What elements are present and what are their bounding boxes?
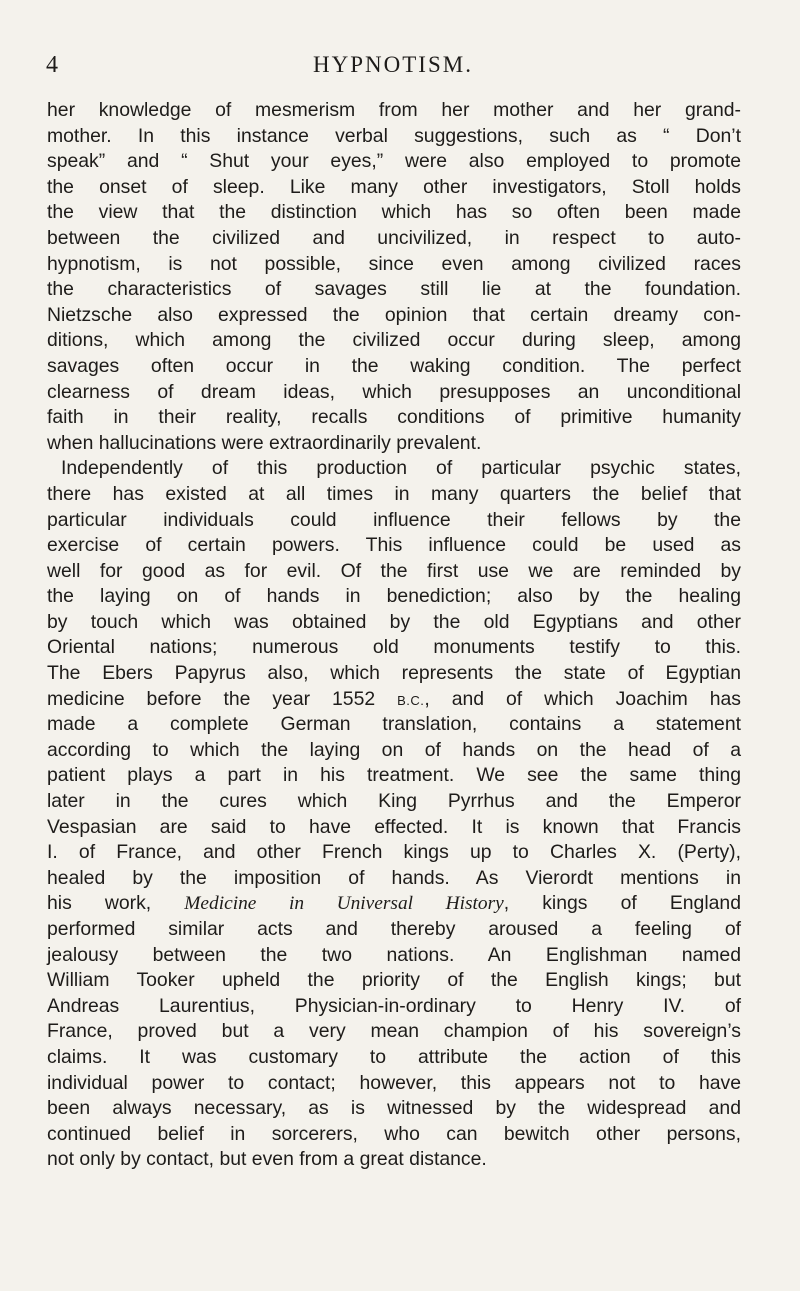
- text-line: healed by the imposition of hands. As Vierordt mentions in: [47, 866, 741, 889]
- text-line: mother. In this instance verbal suggestions, such as “ Don’t: [47, 124, 741, 147]
- text-segment: , kings of England: [503, 892, 741, 915]
- text-line: made a complete German translation, contains a statement: [47, 713, 741, 736]
- text-line-with-title: [47, 891, 741, 917]
- text-line: the laying on of hands in benediction; also by the healing: [47, 585, 741, 608]
- text-line: Vespasian are said to have effected. It is known that Francis: [47, 815, 741, 838]
- text-line: patient plays a part in his treatment. We see the same thing: [47, 764, 741, 787]
- text-line: hypnotism, is not possible, since even among civilized races: [47, 252, 741, 275]
- text-line: Oriental nations; numerous old monuments testify to this.: [47, 636, 741, 659]
- text-line: her knowledge of mesmerism from her mother and her grand-: [47, 99, 741, 121]
- text-line: speak” and “ Shut your eyes,” were also employed to promote: [47, 150, 741, 173]
- text-line: Nietzsche also expressed the opinion that certain dreamy con-: [47, 303, 741, 326]
- book-title: Medicine in Universal History: [184, 893, 504, 915]
- text-line: France, proved but a very mean champion of his sovereign’s: [47, 1020, 741, 1043]
- text-line: performed similar acts and thereby aroused a feeling of: [47, 918, 741, 940]
- page-header: [46, 48, 740, 82]
- text-line: ditions, which among the civilized occur during sleep, among: [47, 329, 741, 352]
- text-line: by touch which was obtained by the old Egyptians and other: [47, 610, 741, 633]
- text-line: exercise of certain powers. This influence could be used as: [47, 534, 741, 557]
- era-abbreviation: B.C.: [397, 692, 425, 708]
- text-line: The Ebers Papyrus also, which represents the state of Egyptian: [47, 662, 741, 685]
- paragraph-start-line: Independently of this production of particular psychic states,: [61, 457, 741, 480]
- text-segment: his work,: [47, 892, 152, 915]
- text-line: continued belief in sorcerers, who can bewitch other persons,: [47, 1122, 741, 1145]
- text-line: faith in their reality, recalls conditions of primitive humanity: [47, 406, 741, 429]
- text-segment: , and of which Joachim has: [424, 687, 741, 710]
- text-line: according to which the laying on of hands on the head of a: [47, 738, 741, 761]
- text-line: claims. It was customary to attribute the action of this: [47, 1045, 741, 1068]
- text-line: the characteristics of savages still lie at the foundation.: [47, 278, 741, 301]
- text-line: clearness of dream ideas, which presupposes an unconditional: [47, 380, 741, 403]
- running-head: HYPNOTISM.: [313, 52, 473, 77]
- text-line: between the civilized and uncivilized, in respect to auto-: [47, 226, 741, 249]
- paragraph-end-line: not only by contact, but even from a great distance.: [47, 1148, 487, 1171]
- text-line: been always necessary, as is witnessed by the widespread and: [47, 1097, 741, 1120]
- text-line: individual power to contact; however, this appears not to have: [47, 1071, 741, 1094]
- text-line: particular individuals could influence their fellows by the: [47, 508, 741, 531]
- text-line: well for good as for evil. Of the first use we are reminded by: [47, 559, 741, 582]
- text-line: I. of France, and other French kings up to Charles X. (Perty),: [47, 841, 741, 864]
- text-line: the view that the distinction which has so often been made: [47, 201, 741, 224]
- page-number: 4: [46, 52, 58, 78]
- text-line: the onset of sleep. Like many other investigators, Stoll holds: [47, 175, 741, 198]
- text-line: savages often occur in the waking condition. The perfect: [47, 354, 741, 377]
- text-line-with-date: [47, 687, 741, 713]
- paragraph-end-line: when hallucinations were extraordinarily prevalent.: [47, 431, 482, 454]
- text-segment: medicine before the year 1552: [47, 687, 376, 710]
- text-line: William Tooker upheld the priority of the English kings; but: [47, 969, 741, 992]
- body-text: [47, 98, 741, 1173]
- text-line: later in the cures which King Pyrrhus and the Emperor: [47, 790, 741, 813]
- text-line: Andreas Laurentius, Physician-in-ordinary to Henry IV. of: [47, 994, 741, 1017]
- text-line: jealousy between the two nations. An Englishman named: [47, 943, 741, 966]
- text-line: there has existed at all times in many quarters the belief that: [47, 482, 741, 505]
